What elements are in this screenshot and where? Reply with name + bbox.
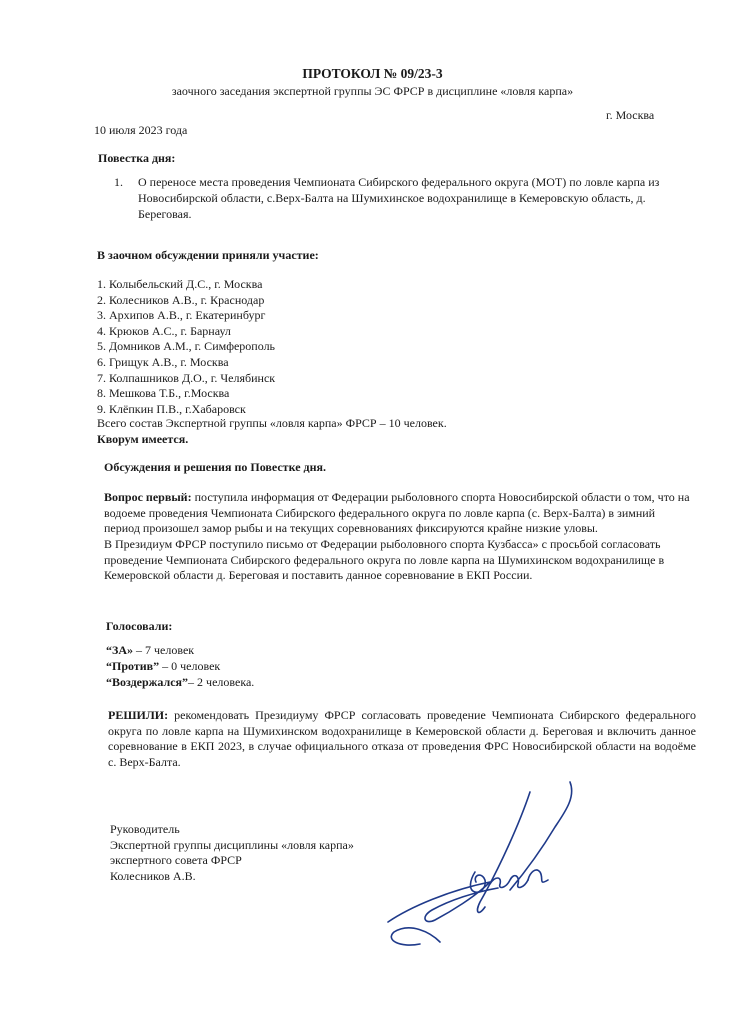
vote-against-label: “Против”: [106, 659, 160, 673]
meeting-date: 10 июля 2023 года: [94, 123, 188, 137]
agenda-item: [114, 174, 689, 222]
signatory-group: Экспертной группы дисциплины «ловля карпа»: [110, 837, 354, 852]
question-one-paragraph: [104, 490, 692, 537]
vote-abstain: [106, 674, 254, 690]
signatory-role: Руководитель: [110, 822, 180, 836]
list-item: 1. Колыбельский Д.С., г. Москва: [97, 277, 263, 291]
question-one-label: Вопрос первый:: [104, 490, 192, 504]
decision-paragraph: [108, 708, 696, 770]
quorum-text: Кворум имеется.: [97, 432, 189, 446]
agenda-item-number: 1.: [114, 175, 123, 189]
question-one-paragraph-2: В Президиум ФРСР поступило письмо от Федерации рыболовного спорта Кузбасса» с просьбой согласовать проведение Чемпионата Сибирского федерального округа по ловле карпа на Шумихинском водохранилище в Кемеровской области д. Береговая и поставить данное соревнование в ЕКП России.: [104, 537, 665, 582]
vote-for-value: – 7 человек: [133, 643, 195, 657]
meeting-city: г. Москва: [606, 108, 655, 122]
list-item: 6. Грищук А.В., г. Москва: [97, 354, 229, 369]
group-total: Всего состав Экспертной группы «ловля карпа» ФРСР – 10 человек.: [97, 416, 447, 430]
vote-for-label: “ЗА»: [106, 643, 133, 657]
participants-list: [97, 277, 275, 417]
signatory-name: Колесников А.В.: [110, 868, 196, 883]
agenda-item-text: О переносе места проведения Чемпионата Сибирского федерального округа (МОТ) по ловле карпа из Новосибирской области, с.Верх-Балта на Шумихинское водохранилище в Кемеровскую область, д. Береговая.: [138, 175, 660, 221]
agenda-heading: Повестка дня:: [98, 151, 176, 165]
participants-heading: В заочном обсуждении приняли участие:: [97, 248, 319, 262]
question-one-text: поступила информация от Федерации рыболовного спорта Новосибирской области о том, что на водоеме проведения Чемпионата Сибирского федерального округа по ловле карпа (с. Верх-Балта) в зимний период произошел замор рыбы и на текущих соревнованиях фиксируются крайне низкие уловы.: [104, 490, 690, 535]
decision-text: рекомендовать Президиуму ФРСР согласовать проведение Чемпионата Сибирского федерального округа по ловле карпа на Шумихинском водохранилище в Кемеровской области д. Береговая и включить данное соревнование в ЕКП 2023, в случае официального отказа от проведения ФРС Новосибирской области на водоёме с. Верх-Балта.: [108, 708, 696, 769]
list-item: 3. Архипов А.В., г. Екатеринбург: [97, 308, 266, 323]
list-item: 5. Домников А.М., г. Симферополь: [97, 339, 276, 354]
voting-heading: Голосовали:: [106, 619, 173, 633]
vote-for: [106, 642, 194, 658]
discussion-heading: Обсуждения и решения по Повестке дня.: [104, 460, 326, 474]
vote-abstain-value: – 2 человека.: [188, 675, 255, 689]
vote-against: [106, 658, 220, 674]
protocol-title: ПРОТОКОЛ № 09/23-3: [302, 66, 443, 81]
protocol-subtitle: заочного заседания экспертной группы ЭС ФРСР в дисциплине «ловля карпа»: [171, 84, 574, 98]
vote-abstain-label: “Воздержался”: [106, 675, 189, 689]
list-item: 4. Крюков А.С., г. Барнаул: [97, 323, 231, 338]
list-item: 8. Мешкова Т.Б., г.Москва: [97, 386, 230, 401]
list-item: 9. Клёпкин П.В., г.Хабаровск: [97, 401, 246, 416]
list-item: 2. Колесников А.В., г. Краснодар: [97, 292, 265, 307]
vote-against-value: – 0 человек: [159, 659, 221, 673]
list-item: 7. Колпашников Д.О., г. Челябинск: [97, 370, 276, 385]
signatory-council: экспертного совета ФРСР: [110, 853, 242, 868]
signature-block: [110, 822, 354, 884]
handwritten-signature: [380, 772, 610, 952]
decision-label: РЕШИЛИ:: [108, 708, 169, 722]
